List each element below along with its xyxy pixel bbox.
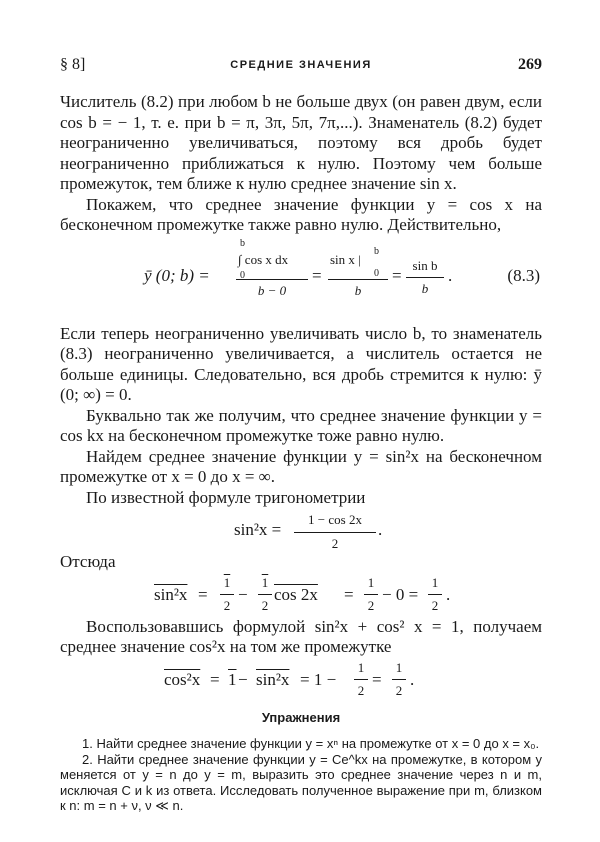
integral-expression: ∫ cos x dx <box>238 251 289 267</box>
paragraph-2: Покажем, что среднее значение функции y = cos x на бесконечном промежутке также равно нулю. Действительно, <box>60 194 542 234</box>
formula-8-3: ȳ (0; b) = b ∫ cos x dx 0 b − 0 = b sin x | 0 b = sin b b . (8.3) <box>60 236 542 324</box>
page-number: 269 <box>518 56 542 73</box>
integral-lower-limit: 0 <box>240 269 245 281</box>
equation-number: (8.3) <box>507 265 540 285</box>
eval-lower-limit: 0 <box>374 267 379 279</box>
exercise-1: 1. Найти среднее значение функции y = xⁿ на промежутке от x = 0 до x = x₀. <box>82 736 540 751</box>
exercises-title: Упражнения <box>261 709 341 725</box>
equals-sign: = <box>312 265 322 285</box>
exercise-2: 2. Найти среднее значение функции y = Ce^kx на промежутке, в котором y меняется от y = n до y = m, выразить это среднее значение через n и m, исключая C и k из ответа. Исследовать полученное выражение при m, близком к n: m = n + ν, ν ≪ n. <box>60 751 542 813</box>
formula-mean-sin-squared: sin²x = 1 2 − 1 2 cos 2x = 1 2 − 0 = 1 2 . <box>154 574 451 613</box>
formula-mean-cos-squared: cos²x = 1 − sin²x = 1 − 1 2 = 1 2 . <box>164 659 415 698</box>
paragraph-7: Отсюда <box>60 552 116 571</box>
section-marker: § 8] <box>60 56 86 73</box>
fraction-integral <box>236 236 308 302</box>
page-header <box>60 56 542 76</box>
paragraph-4: Буквально так же получим, что среднее значение функции y = cos kx на бесконечном промежутке тоже равно нулю. <box>60 405 542 445</box>
running-title: СРЕДНИЕ ЗНАЧЕНИЯ <box>230 59 372 71</box>
eval-upper-limit: b <box>374 245 379 257</box>
paragraph-3: Если теперь неограниченно увеличивать число b, то знаменатель (8.3) неограниченно увеличивается, а числитель остается не больше единицы. Следовательно, вся дробь стремится к нулю: ȳ (0; ∞) = 0. <box>60 323 542 404</box>
fraction-denominator: b − 0 <box>257 282 287 298</box>
fraction-bar <box>236 279 308 280</box>
integral-upper-limit: b <box>240 237 245 249</box>
exercises-list <box>60 736 542 814</box>
paragraph-8: Воспользовавшись формулой sin²x + cos² x = 1, получаем среднее значение cos²x на том же промежутке <box>60 616 542 656</box>
fraction-sin: b sin x | 0 b <box>328 236 388 302</box>
fraction-sinb: sin b b <box>406 256 444 300</box>
paragraph-1: Числитель (8.2) при любом b не больше двух (он равен двум, если cos b = − 1, т. е. при b = π, 3π, 5π, 7π,...). Знаменатель (8.2) будет неограниченно увеличиваться, поэтому вся дробь будет неограниченно приближаться к нулю. Поэтому чем больше промежуток, тем ближе к нулю среднее значение sin x. <box>60 92 542 193</box>
sin-eval: sin x | <box>330 251 361 267</box>
formula-sin-squared: sin²x = 1 − cos 2x 2 . <box>234 512 383 551</box>
paragraph-6: По известной формуле тригонометрии <box>86 487 366 507</box>
main-text <box>60 92 542 814</box>
formula-lhs: ȳ (0; b) = <box>144 265 210 285</box>
paragraph-5: Найдем среднее значение функции y = sin²x на бесконечном промежутке от x = 0 до x = ∞. <box>60 446 542 486</box>
